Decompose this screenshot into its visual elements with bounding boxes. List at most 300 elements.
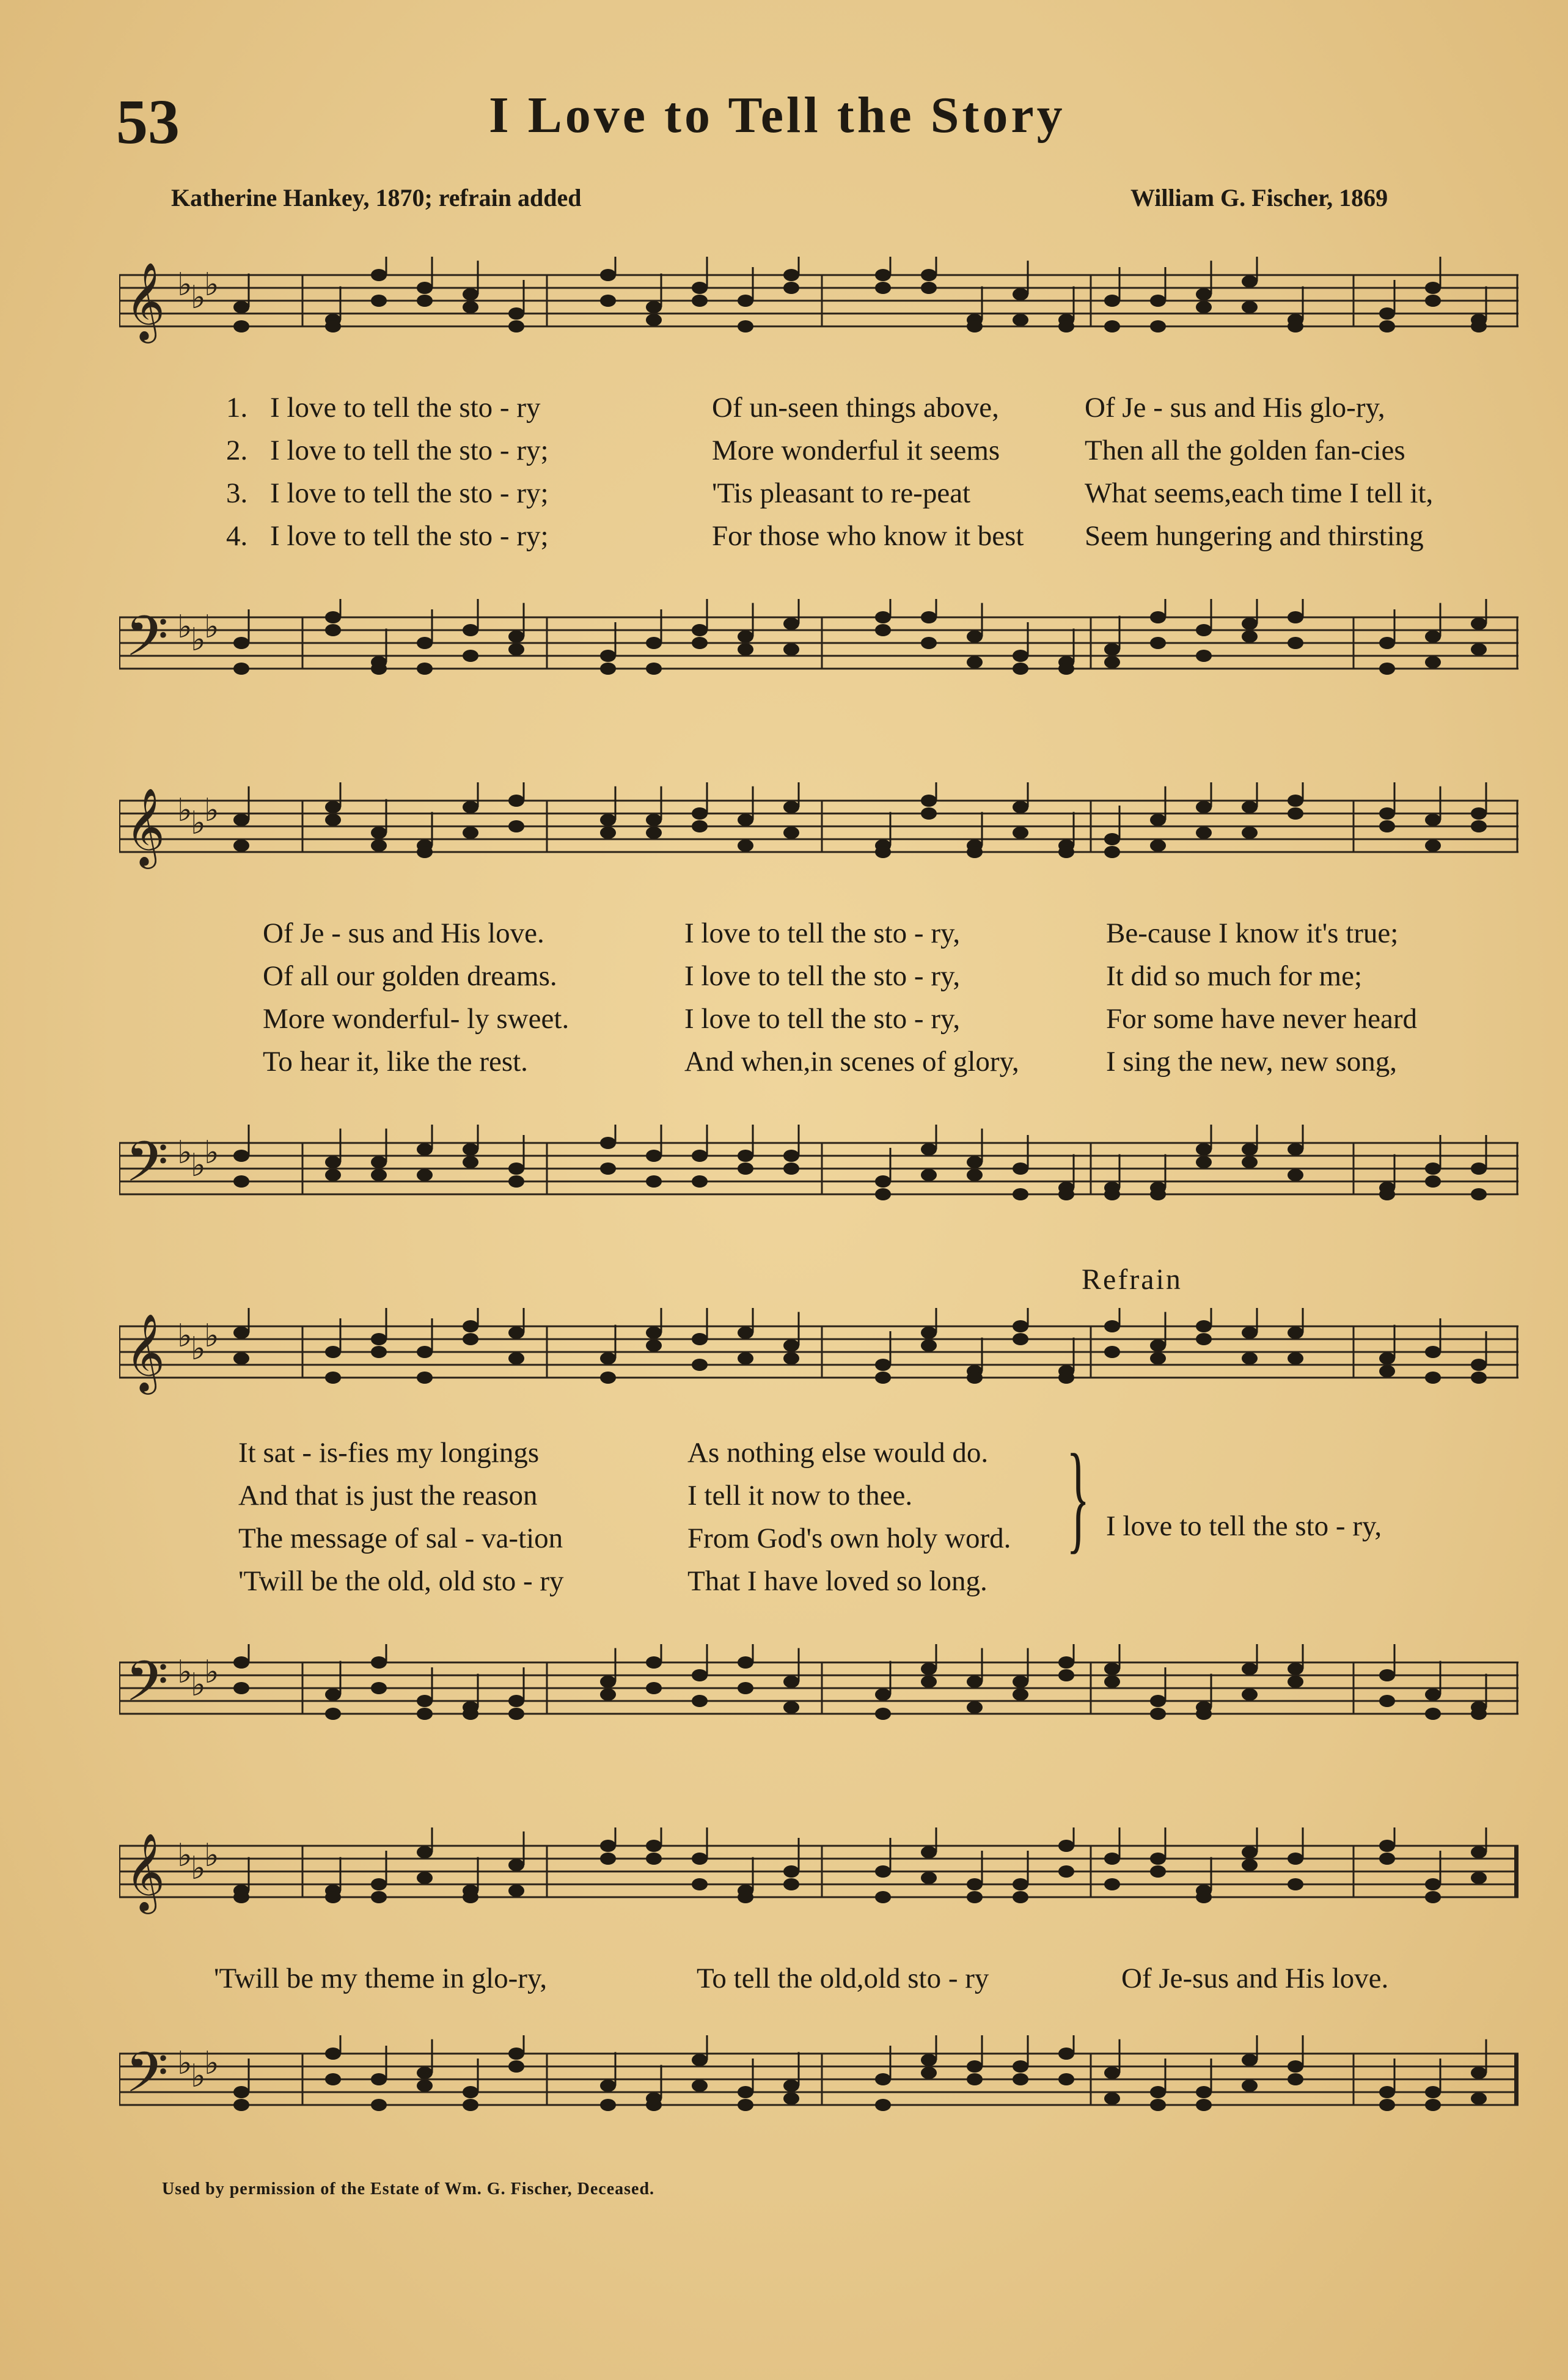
- note-head: [738, 631, 753, 643]
- note-head: [463, 1144, 478, 1156]
- verse-line-3-1b: As nothing else would do.: [687, 1437, 989, 1469]
- note-head: [967, 320, 983, 332]
- note-head: [1471, 1359, 1487, 1371]
- note-head: [692, 2080, 708, 2092]
- verse-line-3-1: It sat - is-fies my longings: [238, 1437, 540, 1469]
- note-head: [646, 1853, 662, 1865]
- note-head: [1379, 1695, 1395, 1707]
- note-head: [692, 637, 708, 649]
- note-head: [646, 301, 662, 314]
- note-head: [508, 820, 524, 832]
- note-head: [1196, 1156, 1212, 1169]
- note-head: [1150, 840, 1166, 852]
- note-head: [417, 2067, 433, 2079]
- note-head: [1013, 1320, 1028, 1332]
- verse-line-2-1: Of Je - sus and His love.: [263, 917, 544, 949]
- note-head: [921, 1144, 937, 1156]
- verse-line-2-1b: I love to tell the sto - ry,: [684, 917, 961, 949]
- note-head: [600, 663, 616, 675]
- composer-credit: William G. Fischer, 1869: [1130, 184, 1388, 211]
- note-head: [646, 1656, 662, 1669]
- note-head: [325, 624, 341, 636]
- refrain-label: Refrain: [1082, 1263, 1182, 1296]
- note-head: [371, 1656, 387, 1669]
- note-head: [1379, 1188, 1395, 1200]
- note-head: [692, 624, 708, 636]
- verse-line-4-1: 'Twill be my theme in glo-ry,: [214, 1963, 548, 1994]
- note-head: [875, 2099, 891, 2111]
- note-head: [417, 282, 433, 294]
- note-head: [325, 611, 341, 623]
- note-head: [692, 295, 708, 307]
- note-head: [1150, 1695, 1166, 1707]
- note-head: [600, 650, 616, 662]
- note-head: [600, 1137, 616, 1149]
- note-head: [463, 650, 478, 662]
- verse-line-1-3: 3. I love to tell the sto - ry;: [226, 477, 549, 509]
- note-head: [1425, 1708, 1441, 1720]
- note-head: [463, 801, 478, 814]
- note-head: [875, 1188, 891, 1200]
- note-head: [1196, 2086, 1212, 2098]
- note-head: [783, 1676, 799, 1688]
- note-head: [325, 320, 341, 332]
- note-head: [508, 307, 524, 320]
- note-head: [646, 1175, 662, 1188]
- note-head: [508, 631, 524, 643]
- hymn-number: 53: [116, 87, 180, 157]
- verse-line-3-3b: From God's own holy word.: [687, 1522, 1011, 1554]
- note-head: [1058, 2048, 1074, 2060]
- lyricist-credit: Katherine Hankey, 1870; refrain added: [171, 184, 582, 211]
- flat-icon: ♭: [191, 1850, 206, 1887]
- note-head: [783, 1150, 799, 1162]
- treble-clef-icon: 𝄞: [125, 787, 166, 865]
- verse-line-1-3b: 'Tis pleasant to re-peat: [712, 477, 971, 509]
- note-head: [1471, 1372, 1487, 1384]
- note-head: [233, 663, 249, 675]
- note-head: [646, 663, 662, 675]
- note-head: [646, 637, 662, 649]
- note-head: [1058, 1669, 1074, 1681]
- note-head: [1425, 1891, 1441, 1903]
- note-head: [1196, 650, 1212, 662]
- note-head: [1379, 663, 1395, 675]
- note-head: [967, 1878, 983, 1890]
- flat-icon: ♭: [177, 1134, 192, 1171]
- note-head: [692, 2054, 708, 2066]
- note-head: [1288, 795, 1303, 807]
- note-head: [325, 1156, 341, 1169]
- note-head: [1425, 2099, 1441, 2111]
- note-head: [1471, 820, 1487, 832]
- note-head: [1196, 288, 1212, 301]
- note-head: [508, 1327, 524, 1339]
- note-head: [1104, 2093, 1120, 2105]
- note-head: [1242, 827, 1258, 839]
- note-head: [1196, 1144, 1212, 1156]
- note-head: [1242, 1859, 1258, 1871]
- flat-icon: ♭: [204, 2045, 219, 2082]
- note-head: [1150, 1708, 1166, 1720]
- note-head: [325, 1346, 341, 1358]
- note-head: [875, 846, 891, 858]
- note-head: [738, 1327, 753, 1339]
- note-head: [508, 795, 524, 807]
- note-head: [875, 1708, 891, 1720]
- note-head: [738, 1891, 753, 1903]
- note-head: [783, 801, 799, 814]
- note-head: [1013, 1878, 1028, 1890]
- note-head: [417, 846, 433, 858]
- treble-staff-4: [119, 1827, 1519, 1919]
- note-head: [1471, 1162, 1487, 1175]
- note-head: [692, 807, 708, 820]
- note-head: [1104, 833, 1120, 845]
- note-head: [1288, 611, 1303, 623]
- note-head: [233, 637, 249, 649]
- note-head: [692, 1695, 708, 1707]
- note-head: [1104, 1320, 1120, 1332]
- note-head: [1058, 1840, 1074, 1852]
- note-head: [738, 320, 753, 332]
- note-head: [646, 1340, 662, 1352]
- note-head: [325, 1169, 341, 1181]
- note-head: [417, 1708, 433, 1720]
- note-head: [508, 1175, 524, 1188]
- note-head: [783, 282, 799, 294]
- note-head: [371, 2073, 387, 2085]
- note-head: [967, 631, 983, 643]
- note-head: [325, 2073, 341, 2085]
- note-head: [967, 1702, 983, 1714]
- note-head: [508, 1708, 524, 1720]
- flat-icon: ♭: [204, 1134, 219, 1171]
- note-head: [783, 1865, 799, 1878]
- bass-clef-icon: 𝄢: [125, 604, 169, 682]
- note-head: [967, 656, 983, 669]
- note-head: [1288, 1327, 1303, 1339]
- note-head: [1013, 801, 1028, 814]
- note-head: [233, 1353, 249, 1365]
- note-head: [921, 637, 937, 649]
- note-head: [1425, 282, 1441, 294]
- note-head: [1058, 1865, 1074, 1878]
- note-head: [1104, 1188, 1120, 1200]
- note-head: [1196, 1891, 1212, 1903]
- note-head: [371, 2099, 387, 2111]
- note-head: [1150, 1853, 1166, 1865]
- note-head: [1196, 2099, 1212, 2111]
- note-head: [783, 644, 799, 656]
- note-head: [325, 801, 341, 814]
- note-head: [417, 1346, 433, 1358]
- note-head: [1242, 1663, 1258, 1675]
- note-head: [417, 1372, 433, 1384]
- note-head: [921, 795, 937, 807]
- note-head: [1196, 1708, 1212, 1720]
- note-head: [1425, 1689, 1441, 1701]
- verse-line-1-3c: What seems,each time I tell it,: [1085, 477, 1434, 509]
- note-head: [1288, 637, 1303, 649]
- note-head: [921, 807, 937, 820]
- note-head: [1471, 1846, 1487, 1859]
- staff-lines: [119, 1143, 1519, 1194]
- note-head: [600, 1676, 616, 1688]
- note-head: [783, 618, 799, 630]
- note-head: [508, 320, 524, 332]
- note-head: [417, 1846, 433, 1859]
- note-head: [921, 282, 937, 294]
- flat-icon: ♭: [191, 1667, 206, 1703]
- note-head: [325, 1689, 341, 1701]
- note-head: [921, 1169, 937, 1181]
- note-head: [1104, 656, 1120, 669]
- note-head: [1288, 1676, 1303, 1688]
- note-head: [233, 1656, 249, 1669]
- note-head: [233, 1175, 249, 1188]
- note-head: [371, 827, 387, 839]
- note-head: [692, 1175, 708, 1188]
- note-head: [600, 1162, 616, 1175]
- note-head: [1242, 1327, 1258, 1339]
- note-head: [1150, 2086, 1166, 2098]
- note-head: [1104, 1878, 1120, 1890]
- note-head: [1471, 2093, 1487, 2105]
- note-head: [646, 814, 662, 826]
- note-head: [1288, 320, 1303, 332]
- note-head: [738, 1682, 753, 1694]
- note-head: [1379, 307, 1395, 320]
- note-head: [738, 2099, 753, 2111]
- flat-icon: ♭: [177, 609, 192, 645]
- note-head: [371, 295, 387, 307]
- note-head: [1104, 644, 1120, 656]
- note-head: [646, 827, 662, 839]
- note-head: [875, 1359, 891, 1371]
- verse-line-2-1c: Be-cause I know it's true;: [1106, 917, 1399, 949]
- note-head: [875, 611, 891, 623]
- note-head: [1104, 295, 1120, 307]
- note-head: [1379, 2099, 1395, 2111]
- note-head: [692, 1853, 708, 1865]
- note-head: [692, 1669, 708, 1681]
- note-head: [921, 1663, 937, 1675]
- note-head: [875, 1689, 891, 1701]
- verse-line-3-2: And that is just the reason: [238, 1480, 538, 1511]
- note-head: [1150, 1353, 1166, 1365]
- verse-line-2-3b: I love to tell the sto - ry,: [684, 1003, 961, 1035]
- note-head: [1471, 807, 1487, 820]
- note-head: [692, 1359, 708, 1371]
- note-head: [417, 637, 433, 649]
- note-head: [738, 814, 753, 826]
- note-head: [967, 2060, 983, 2073]
- note-head: [1150, 1188, 1166, 1200]
- note-head: [325, 1708, 341, 1720]
- note-head: [233, 301, 249, 314]
- verse-line-2-3: More wonderful- ly sweet.: [263, 1003, 570, 1035]
- verse-line-2-4b: And when,in scenes of glory,: [684, 1046, 1019, 1078]
- note-head: [1425, 1346, 1441, 1358]
- note-head: [1104, 1853, 1120, 1865]
- verse-line-4-1c: Of Je-sus and His love.: [1121, 1963, 1389, 1994]
- note-head: [875, 269, 891, 281]
- note-head: [371, 1878, 387, 1890]
- note-head: [646, 2099, 662, 2111]
- verse-line-2-2b: I love to tell the sto - ry,: [684, 960, 961, 992]
- note-head: [325, 1372, 341, 1384]
- note-head: [1150, 611, 1166, 623]
- note-head: [508, 2048, 524, 2060]
- note-head: [738, 840, 753, 852]
- note-head: [1196, 1320, 1212, 1332]
- note-head: [508, 644, 524, 656]
- note-head: [875, 1891, 891, 1903]
- note-head: [1379, 637, 1395, 649]
- note-head: [1242, 618, 1258, 630]
- note-head: [233, 840, 249, 852]
- note-head: [371, 269, 387, 281]
- note-head: [371, 663, 387, 675]
- note-head: [1150, 320, 1166, 332]
- note-head: [1379, 1669, 1395, 1681]
- note-head: [1288, 2073, 1303, 2085]
- note-head: [600, 1353, 616, 1365]
- note-head: [1379, 320, 1395, 332]
- note-head: [600, 1689, 616, 1701]
- note-head: [875, 2073, 891, 2085]
- note-head: [875, 1372, 891, 1384]
- note-head: [463, 1333, 478, 1345]
- note-head: [1150, 814, 1166, 826]
- note-head: [1058, 1656, 1074, 1669]
- note-head: [1058, 320, 1074, 332]
- note-head: [783, 1878, 799, 1890]
- note-head: [1425, 814, 1441, 826]
- note-head: [325, 1891, 341, 1903]
- note-head: [508, 1859, 524, 1871]
- note-head: [1058, 663, 1074, 675]
- verse-brace: }: [1066, 1430, 1090, 1565]
- note-head: [646, 314, 662, 326]
- note-head: [325, 2048, 341, 2060]
- note-head: [463, 2086, 478, 2098]
- flat-icon: ♭: [177, 1318, 192, 1354]
- note-head: [646, 1327, 662, 1339]
- note-head: [783, 1353, 799, 1365]
- note-head: [1104, 1676, 1120, 1688]
- note-head: [875, 1865, 891, 1878]
- note-head: [1242, 2080, 1258, 2092]
- note-head: [1288, 1353, 1303, 1365]
- note-head: [967, 1156, 983, 1169]
- note-head: [1196, 301, 1212, 314]
- note-head: [921, 1327, 937, 1339]
- note-head: [417, 1695, 433, 1707]
- note-head: [233, 1682, 249, 1694]
- note-head: [417, 663, 433, 675]
- note-head: [875, 1175, 891, 1188]
- note-head: [1104, 846, 1120, 858]
- verse-line-3-3: The message of sal - va-tion: [238, 1522, 563, 1554]
- flat-icon: ♭: [204, 609, 219, 645]
- note-head: [600, 814, 616, 826]
- flat-icon: ♭: [204, 792, 219, 829]
- treble-clef-icon: 𝄞: [125, 1313, 166, 1391]
- flat-icon: ♭: [191, 2058, 206, 2095]
- flat-icon: ♭: [204, 266, 219, 303]
- refrain-text: I love to tell the sto - ry,: [1106, 1510, 1382, 1542]
- note-head: [600, 2099, 616, 2111]
- note-head: [508, 2060, 524, 2073]
- note-head: [600, 1840, 616, 1852]
- note-head: [1150, 295, 1166, 307]
- flat-icon: ♭: [204, 1837, 219, 1874]
- note-head: [875, 624, 891, 636]
- note-head: [1425, 2086, 1441, 2098]
- note-head: [1288, 1144, 1303, 1156]
- verse-line-3-4: 'Twill be the old, old sto - ry: [238, 1565, 564, 1597]
- note-head: [1013, 827, 1028, 839]
- verse-line-1-4b: For those who know it best: [712, 520, 1024, 552]
- note-head: [1471, 618, 1487, 630]
- note-head: [371, 1891, 387, 1903]
- note-head: [600, 827, 616, 839]
- note-head: [1471, 1188, 1487, 1200]
- note-head: [508, 1353, 524, 1365]
- note-head: [1013, 314, 1028, 326]
- note-head: [1425, 840, 1441, 852]
- note-head: [1013, 1891, 1028, 1903]
- verse-line-2-4c: I sing the new, new song,: [1106, 1046, 1398, 1078]
- note-head: [1013, 288, 1028, 301]
- note-head: [967, 1169, 983, 1181]
- note-head: [463, 624, 478, 636]
- note-head: [463, 1708, 478, 1720]
- note-head: [233, 2099, 249, 2111]
- bass-staff-2: [119, 1125, 1519, 1216]
- note-head: [1242, 2054, 1258, 2066]
- verse-line-1-1: 1. I love to tell the sto - ry: [226, 392, 541, 424]
- note-head: [1379, 807, 1395, 820]
- hymn-title: I Love to Tell the Story: [489, 87, 1066, 144]
- verse-line-1-4c: Seem hungering and thirsting: [1085, 520, 1424, 552]
- note-head: [1013, 1188, 1028, 1200]
- verse-line-1-2c: Then all the golden fan-cies: [1085, 435, 1405, 466]
- note-head: [1425, 631, 1441, 643]
- treble-clef-icon: 𝄞: [125, 262, 166, 340]
- note-head: [371, 1156, 387, 1169]
- note-head: [646, 1840, 662, 1852]
- note-head: [646, 1150, 662, 1162]
- note-head: [1104, 2067, 1120, 2079]
- note-head: [1379, 1840, 1395, 1852]
- note-head: [371, 1346, 387, 1358]
- note-head: [1288, 1663, 1303, 1675]
- note-head: [233, 1891, 249, 1903]
- note-head: [692, 1878, 708, 1890]
- note-head: [1379, 1353, 1395, 1365]
- verse-line-2-2c: It did so much for me;: [1106, 960, 1363, 992]
- note-head: [921, 1846, 937, 1859]
- note-head: [1288, 2060, 1303, 2073]
- flat-icon: ♭: [191, 279, 206, 316]
- note-head: [1013, 650, 1028, 662]
- treble-staff-1: [119, 257, 1519, 348]
- note-head: [967, 1891, 983, 1903]
- note-head: [967, 846, 983, 858]
